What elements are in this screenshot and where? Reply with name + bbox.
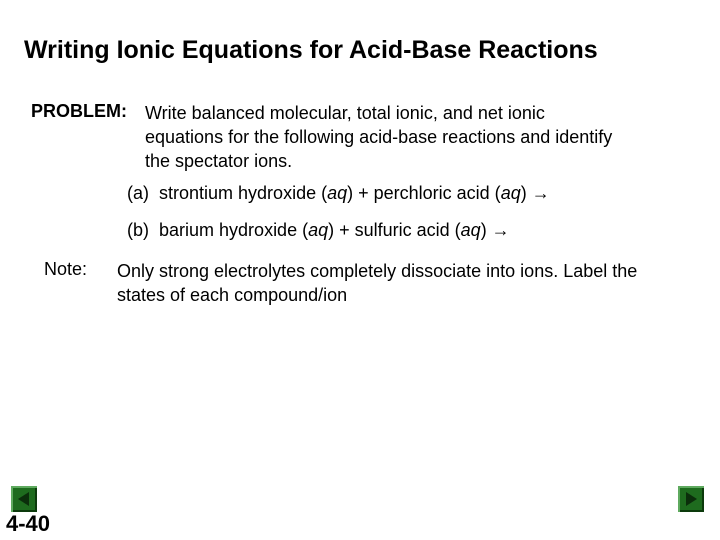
part-a-state-2: aq — [500, 183, 521, 203]
triangle-left-icon — [11, 486, 37, 512]
reaction-part-a — [127, 183, 550, 204]
previous-slide-button[interactable] — [11, 486, 37, 512]
part-b-arrow: ) → — [480, 220, 510, 240]
triangle-right-icon — [678, 486, 704, 512]
problem-text — [145, 101, 705, 173]
reaction-part-b — [127, 220, 510, 241]
next-slide-button[interactable] — [678, 486, 704, 512]
part-a-reactant-1: strontium hydroxide ( — [159, 183, 328, 203]
problem-text-line-1: Write balanced molecular, total ionic, and net ionic — [145, 103, 545, 123]
problem-text-line-2: equations for the following acid-base reactions and identify — [145, 127, 613, 147]
note-label: Note: — [44, 259, 88, 279]
part-b-plus: ) + sulfuric acid ( — [328, 220, 461, 240]
part-b-label: (b) — [127, 220, 149, 240]
part-a-plus: ) + perchloric acid ( — [347, 183, 501, 203]
note-text: Only strong electrolytes completely dissociate into ions. Label the states of each compound/ion — [117, 261, 638, 305]
part-b-reactant-1: barium hydroxide ( — [159, 220, 309, 240]
slide-title: Writing Ionic Equations for Acid-Base Reactions — [24, 36, 598, 64]
part-b-state-1: aq — [308, 220, 329, 240]
part-a-label: (a) — [127, 183, 149, 203]
part-a-state-1: aq — [327, 183, 348, 203]
problem-text-line-3: the spectator ions. — [145, 151, 293, 171]
slide-number: 4-40 — [6, 511, 51, 536]
part-a-arrow: ) → — [520, 183, 550, 203]
part-b-state-2: aq — [460, 220, 481, 240]
problem-label: PROBLEM: — [31, 101, 127, 121]
